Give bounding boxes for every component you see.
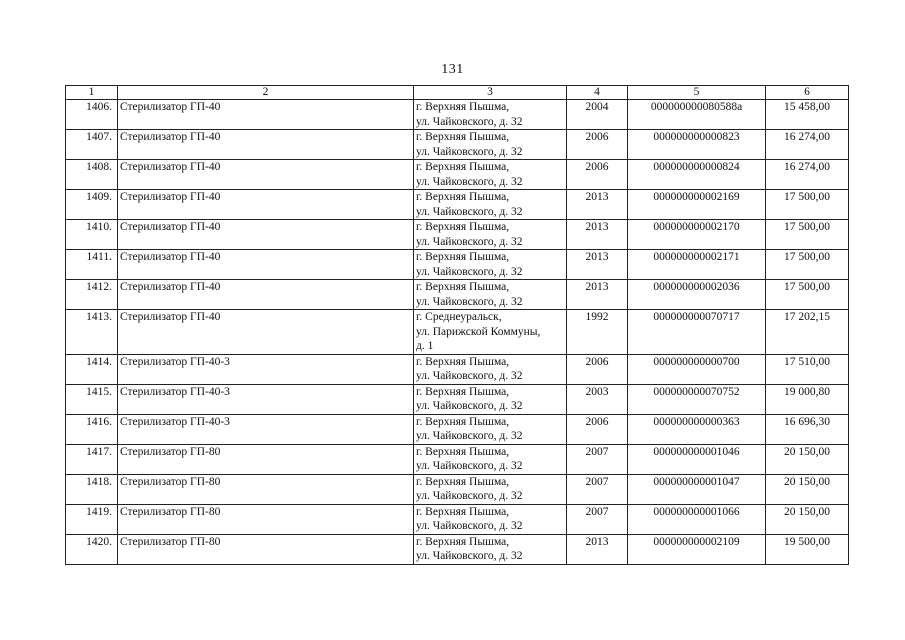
address-line: г. Верхняя Пышма, [416,161,510,173]
row-number-cell: 1414. [66,354,118,384]
row-number-cell: 1410. [66,220,118,250]
address-line: г. Верхняя Пышма, [416,445,510,458]
address-line: ул. Чайковского, д. 32 [416,460,523,472]
address-line: г. Верхняя Пышма, [416,251,510,263]
inventory-number-cell: 000000000002169 [628,190,766,220]
address-line: г. Верхняя Пышма, [416,131,510,143]
page-number: 131 [441,62,464,77]
address-cell [414,130,567,160]
item-name-cell: Стерилизатор ГП-40 [118,220,414,250]
cost-cell: 19 000,80 [766,384,849,414]
table-row [66,130,849,160]
item-name-cell: Стерилизатор ГП-40 [118,280,414,310]
year-cell: 2003 [567,384,628,414]
address-cell [414,474,567,504]
inventory-number-cell: 000000000002170 [628,220,766,250]
property-table [65,85,849,565]
address-line: ул. Чайковского, д. 32 [416,205,523,218]
year-cell: 1992 [567,310,628,355]
address-line: ул. Чайковского, д. 32 [416,400,523,412]
table-row [66,414,849,444]
address-line: ул. Чайковского, д. 32 [416,175,523,188]
cost-cell: 20 150,00 [766,444,849,474]
address-line: г. Верхняя Пышма, [416,355,510,368]
cost-cell: 16 696,30 [766,414,849,444]
year-cell: 2004 [567,100,628,130]
address-line: ул. Чайковского, д. 32 [416,520,523,532]
row-number-cell: 1407. [66,130,118,160]
table-row [66,354,849,384]
item-name-cell: Стерилизатор ГП-40-3 [118,384,414,414]
table-row [66,160,849,190]
inventory-number-cell: 000000000002171 [628,250,766,280]
row-number-cell: 1408. [66,160,118,190]
column-header: 3 [414,86,567,100]
cost-cell: 16 274,00 [766,130,849,160]
row-number-cell: 1418. [66,474,118,504]
table-row [66,310,849,355]
address-cell [414,190,567,220]
table-row [66,504,849,534]
item-name-cell: Стерилизатор ГП-40 [118,130,414,160]
address-cell [414,160,567,190]
table-row [66,384,849,414]
item-name-cell: Стерилизатор ГП-80 [118,534,414,564]
address-line: г. Верхняя Пышма, [416,221,510,233]
row-number-cell: 1419. [66,504,118,534]
column-header: 5 [628,86,766,100]
inventory-number-cell: 000000000000823 [628,130,766,160]
address-cell [414,384,567,414]
cost-cell: 17 500,00 [766,190,849,220]
cost-cell: 17 500,00 [766,220,849,250]
year-cell: 2006 [567,354,628,384]
address-cell [414,534,567,564]
item-name-cell: Стерилизатор ГП-40 [118,190,414,220]
cost-cell: 17 500,00 [766,280,849,310]
address-line: г. Верхняя Пышма, [416,385,510,398]
address-line: ул. Чайковского, д. 32 [416,145,523,158]
row-number-cell: 1409. [66,190,118,220]
address-cell [414,250,567,280]
item-name-cell: Стерилизатор ГП-40-3 [118,414,414,444]
address-line: ул. Чайковского, д. 32 [416,550,523,562]
year-cell: 2006 [567,160,628,190]
address-line: ул. Чайковского, д. 32 [416,490,523,502]
year-cell: 2006 [567,414,628,444]
cost-cell: 19 500,00 [766,534,849,564]
column-header: 2 [118,86,414,100]
inventory-number-cell: 000000000002109 [628,534,766,564]
inventory-number-cell: 000000000001046 [628,444,766,474]
address-cell [414,414,567,444]
inventory-number-cell: 000000000000700 [628,354,766,384]
address-line: ул. Чайковского, д. 32 [416,295,523,308]
cost-cell: 17 500,00 [766,250,849,280]
inventory-number-cell: 000000000001066 [628,504,766,534]
address-line: ул. Чайковского, д. 32 [416,235,523,248]
item-name-cell: Стерилизатор ГП-80 [118,444,414,474]
table-row [66,444,849,474]
row-number-cell: 1412. [66,280,118,310]
inventory-number-cell: 000000000001047 [628,474,766,504]
row-number-cell: 1413. [66,310,118,355]
inventory-number-cell: 000000000002036 [628,280,766,310]
address-line: г. Верхняя Пышма, [416,415,510,428]
table-row [66,280,849,310]
address-cell [414,310,567,355]
table-row [66,220,849,250]
address-line: ул. Чайковского, д. 32 [416,265,523,278]
address-cell [414,354,567,384]
inventory-number-cell: 000000000070717 [628,310,766,355]
year-cell: 2007 [567,504,628,534]
row-number-cell: 1415. [66,384,118,414]
item-name-cell: Стерилизатор ГП-40 [118,100,414,130]
cost-cell: 17 510,00 [766,354,849,384]
item-name-cell: Стерилизатор ГП-40 [118,310,414,355]
address-cell [414,444,567,474]
table-row [66,474,849,504]
year-cell: 2013 [567,250,628,280]
item-name-cell: Стерилизатор ГП-40 [118,250,414,280]
year-cell: 2007 [567,444,628,474]
item-name-cell: Стерилизатор ГП-40 [118,160,414,190]
inventory-number-cell: 000000000000363 [628,414,766,444]
column-header: 6 [766,86,849,100]
year-cell: 2013 [567,220,628,250]
inventory-number-cell: 000000000000824 [628,160,766,190]
address-cell [414,100,567,130]
year-cell: 2013 [567,534,628,564]
table-row [66,190,849,220]
row-number-cell: 1417. [66,444,118,474]
item-name-cell: Стерилизатор ГП-80 [118,504,414,534]
cost-cell: 15 458,00 [766,100,849,130]
address-line: ул. Чайковского, д. 32 [416,370,523,382]
year-cell: 2006 [567,130,628,160]
row-number-cell: 1416. [66,414,118,444]
cost-cell: 20 150,00 [766,474,849,504]
column-header: 1 [66,86,118,100]
inventory-number-cell: 000000000080588а [628,100,766,130]
cost-cell: 16 274,00 [766,160,849,190]
address-line: д. 1 [416,340,434,352]
address-cell [414,220,567,250]
year-cell: 2013 [567,280,628,310]
cost-cell: 17 202,15 [766,310,849,355]
address-cell [414,280,567,310]
row-number-cell: 1411. [66,250,118,280]
item-name-cell: Стерилизатор ГП-80 [118,474,414,504]
table-row [66,250,849,280]
table-header-row [66,86,849,100]
table-row [66,100,849,130]
address-line: г. Верхняя Пышма, [416,535,510,548]
row-number-cell: 1406. [66,100,118,130]
address-line: г. Среднеуральск, [416,311,502,323]
item-name-cell: Стерилизатор ГП-40-3 [118,354,414,384]
address-line: г. Верхняя Пышма, [416,191,510,203]
address-line: г. Верхняя Пышма, [416,505,510,518]
table-row [66,534,849,564]
address-line: ул. Парижской Коммуны, [416,325,541,338]
address-line: г. Верхняя Пышма, [416,475,510,488]
address-line: ул. Чайковского, д. 32 [416,115,523,128]
address-line: ул. Чайковского, д. 32 [416,430,523,442]
inventory-number-cell: 000000000070752 [628,384,766,414]
address-line: г. Верхняя Пышма, [416,101,510,113]
address-cell [414,504,567,534]
cost-cell: 20 150,00 [766,504,849,534]
year-cell: 2013 [567,190,628,220]
row-number-cell: 1420. [66,534,118,564]
year-cell: 2007 [567,474,628,504]
column-header: 4 [567,86,628,100]
address-line: г. Верхняя Пышма, [416,281,510,293]
